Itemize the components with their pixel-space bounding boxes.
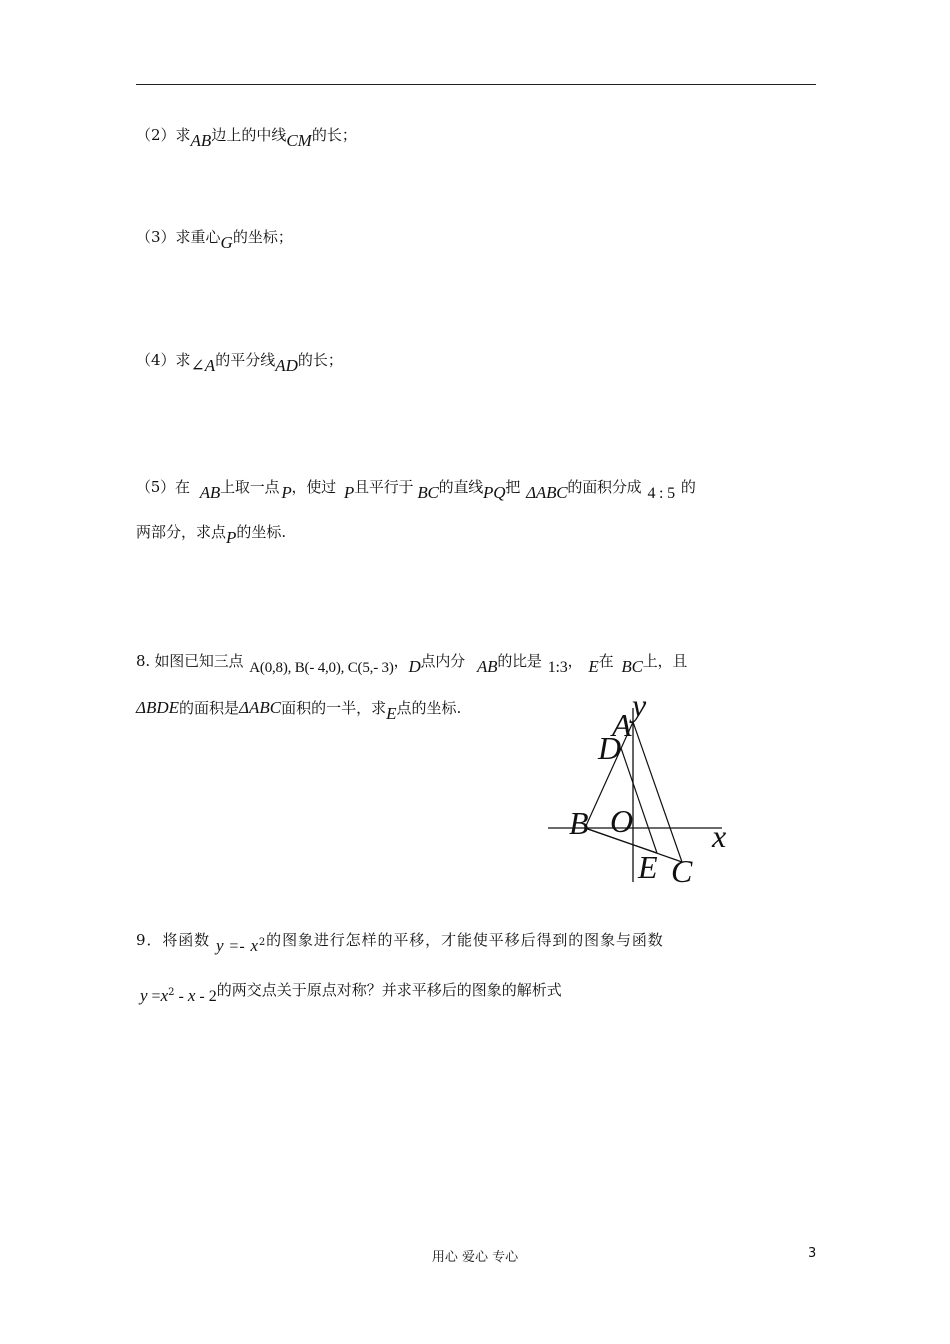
- q8-comma-1: ，: [393, 652, 409, 670]
- label-y: y: [632, 690, 647, 723]
- q5-ab: AB: [199, 483, 221, 502]
- q8-triangle-abc: ΔABC: [239, 698, 282, 717]
- q8-text-4: 上，且: [642, 652, 688, 670]
- q9-l2-x1: x: [160, 986, 169, 1005]
- q9-text-post: 的图象进行怎样的平移，才能使平移后得到的图象与函数: [266, 931, 664, 949]
- q9-eq-exp: 2: [258, 937, 267, 948]
- q9-eq-x: x: [250, 936, 259, 955]
- q5-p1: P: [281, 483, 292, 502]
- q4-text-pre: （4）求: [136, 351, 191, 369]
- q3-text-pre: （3）求重心: [136, 228, 221, 246]
- segment-ac: [633, 722, 682, 862]
- label-x: x: [712, 818, 727, 854]
- q4-ad: AD: [275, 356, 298, 375]
- q5-text-7: 的: [680, 478, 696, 496]
- q9-eq-y: y: [216, 936, 225, 955]
- q8-text-1: 点内分: [420, 652, 465, 670]
- q4-text-post: 的长；: [297, 351, 343, 369]
- q4-text-mid: 的平分线: [215, 351, 276, 369]
- q9-l2-eq: =: [147, 988, 161, 1005]
- q2-cm: CM: [286, 131, 312, 150]
- q2-text-pre: （2）求: [136, 126, 191, 144]
- q8-line2-text-1: 的面积是: [179, 699, 240, 717]
- q9-l2-exp: 2: [168, 987, 175, 998]
- q8-bc: BC: [621, 657, 643, 676]
- q5-text-4: 的直线: [438, 478, 484, 496]
- label-c: C: [671, 853, 693, 889]
- q8-triangle-bde: ΔBDE: [136, 698, 180, 717]
- label-e: E: [638, 849, 658, 885]
- q8-ab: AB: [476, 657, 498, 676]
- label-a: A: [612, 707, 632, 743]
- q8-text-3: 在: [598, 652, 614, 670]
- label-d: D: [598, 730, 622, 766]
- q9-text-pre: 9．将函数: [136, 931, 211, 949]
- question-9-line-1: [136, 926, 664, 955]
- footer-motto: 用心 爱心 专心: [431, 1250, 519, 1265]
- q5-pq: PQ: [483, 483, 506, 502]
- q3-g: G: [220, 233, 233, 252]
- q5-text-2: ，使过: [291, 478, 336, 496]
- q5-text-pre: （5）在: [136, 478, 190, 496]
- q9-l2-y: y: [140, 986, 148, 1005]
- page-number: 3: [808, 1246, 817, 1261]
- q8-e: E: [588, 657, 599, 676]
- q3-text-post: 的坐标；: [232, 228, 293, 246]
- question-9-line-2: [136, 976, 562, 1005]
- q8-d: D: [408, 657, 421, 676]
- triangle-figure: [540, 690, 740, 890]
- q8-ratio: 1:3: [547, 659, 568, 676]
- q8-text-pre: 8. 如图已知三点: [136, 652, 244, 670]
- question-8-line-1: [136, 650, 688, 676]
- q8-points: A(0,8), B(- 4,0), C(5,- 3): [249, 660, 394, 676]
- question-5-line-1: [136, 476, 696, 502]
- q5-text-5: 把: [505, 478, 521, 496]
- q8-comma-2: ，: [567, 652, 583, 670]
- q9-l2-tail: - 2: [195, 988, 217, 1005]
- q8-line2-text-3: 点的坐标.: [396, 699, 462, 717]
- question-2: [136, 124, 357, 150]
- q5-line2-post: 的坐标.: [236, 523, 287, 541]
- q5-bc: BC: [417, 483, 439, 502]
- label-b: B: [569, 805, 589, 841]
- q8-line2-e: E: [386, 704, 397, 723]
- q9-l2-x2: x: [187, 986, 196, 1005]
- q9-l2-text-post: 的两交点关于原点对称？并求平移后的图象的解析式: [216, 981, 562, 999]
- question-5-line-2: [136, 521, 287, 547]
- question-4: [136, 349, 343, 375]
- q5-triangle-abc: ΔABC: [526, 483, 568, 502]
- q8-text-2: 的比是: [497, 652, 542, 670]
- question-3: [136, 226, 293, 252]
- q5-line2-pre: 两部分，求点: [136, 523, 227, 541]
- label-o: O: [610, 803, 634, 839]
- q5-text-1: 上取一点: [220, 478, 280, 496]
- q5-line2-p: P: [226, 528, 237, 547]
- header-rule: [136, 84, 816, 85]
- q8-line2-text-2: 面积的一半，求: [281, 699, 387, 717]
- q5-p2: P: [343, 483, 355, 502]
- q5-text-6: 的面积分成: [567, 478, 642, 496]
- q4-angle-a: ∠A: [190, 356, 216, 375]
- q2-ab: AB: [190, 131, 212, 150]
- q2-text-mid: 边上的中线: [211, 126, 287, 144]
- q2-text-post: 的长；: [311, 126, 357, 144]
- q9-eq-sign: =-: [224, 938, 251, 955]
- question-8-line-2: [136, 697, 462, 723]
- q5-text-3: 且平行于: [354, 478, 414, 496]
- q5-ratio: 4 : 5: [647, 485, 675, 502]
- q9-l2-minus: -: [174, 988, 188, 1005]
